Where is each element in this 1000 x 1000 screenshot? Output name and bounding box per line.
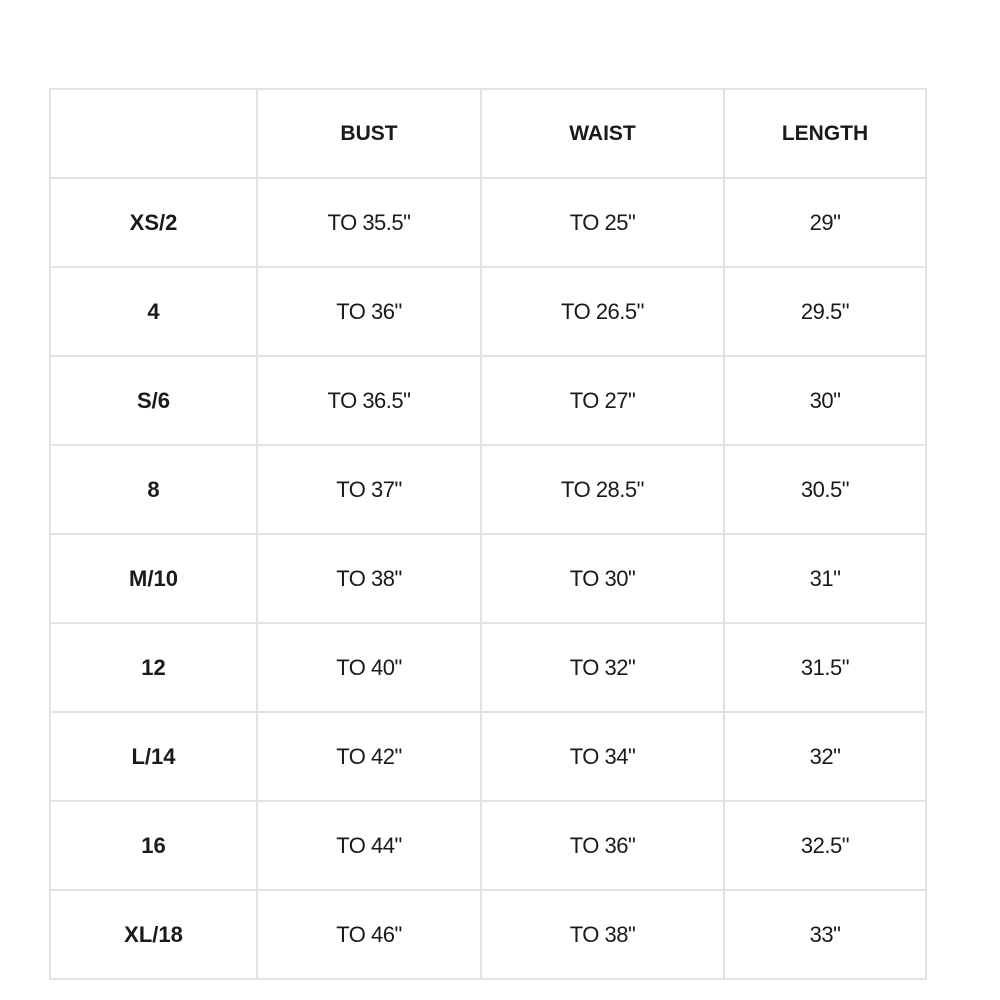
header-bust: BUST: [257, 89, 481, 178]
table-row: [50, 445, 926, 534]
table-row: [50, 534, 926, 623]
table-row: [50, 623, 926, 712]
bust-cell: TO 42": [257, 712, 481, 801]
length-cell: 30.5": [724, 445, 926, 534]
header-waist: WAIST: [481, 89, 724, 178]
size-cell: L/14: [50, 712, 257, 801]
bust-cell: TO 40": [257, 623, 481, 712]
bust-cell: TO 44": [257, 801, 481, 890]
length-cell: 31.5": [724, 623, 926, 712]
length-cell: 29": [724, 178, 926, 267]
table-row: [50, 801, 926, 890]
size-cell: XL/18: [50, 890, 257, 979]
waist-cell: TO 28.5": [481, 445, 724, 534]
length-cell: 32": [724, 712, 926, 801]
size-cell: 4: [50, 267, 257, 356]
waist-cell: TO 38": [481, 890, 724, 979]
header-size: [50, 89, 257, 178]
table-row: [50, 178, 926, 267]
table-row: [50, 356, 926, 445]
waist-cell: TO 34": [481, 712, 724, 801]
table-row: [50, 267, 926, 356]
bust-cell: TO 46": [257, 890, 481, 979]
bust-cell: TO 38": [257, 534, 481, 623]
size-cell: XS/2: [50, 178, 257, 267]
size-cell: 12: [50, 623, 257, 712]
waist-cell: TO 32": [481, 623, 724, 712]
length-cell: 32.5": [724, 801, 926, 890]
size-cell: 16: [50, 801, 257, 890]
header-row: [50, 89, 926, 178]
waist-cell: TO 26.5": [481, 267, 724, 356]
table-row: [50, 890, 926, 979]
size-cell: 8: [50, 445, 257, 534]
bust-cell: TO 36": [257, 267, 481, 356]
size-chart-table: [49, 88, 927, 980]
waist-cell: TO 27": [481, 356, 724, 445]
length-cell: 30": [724, 356, 926, 445]
waist-cell: TO 36": [481, 801, 724, 890]
table-row: [50, 712, 926, 801]
size-cell: S/6: [50, 356, 257, 445]
size-cell: M/10: [50, 534, 257, 623]
length-cell: 31": [724, 534, 926, 623]
waist-cell: TO 30": [481, 534, 724, 623]
bust-cell: TO 37": [257, 445, 481, 534]
bust-cell: TO 35.5": [257, 178, 481, 267]
bust-cell: TO 36.5": [257, 356, 481, 445]
length-cell: 29.5": [724, 267, 926, 356]
waist-cell: TO 25": [481, 178, 724, 267]
length-cell: 33": [724, 890, 926, 979]
header-length: LENGTH: [724, 89, 926, 178]
